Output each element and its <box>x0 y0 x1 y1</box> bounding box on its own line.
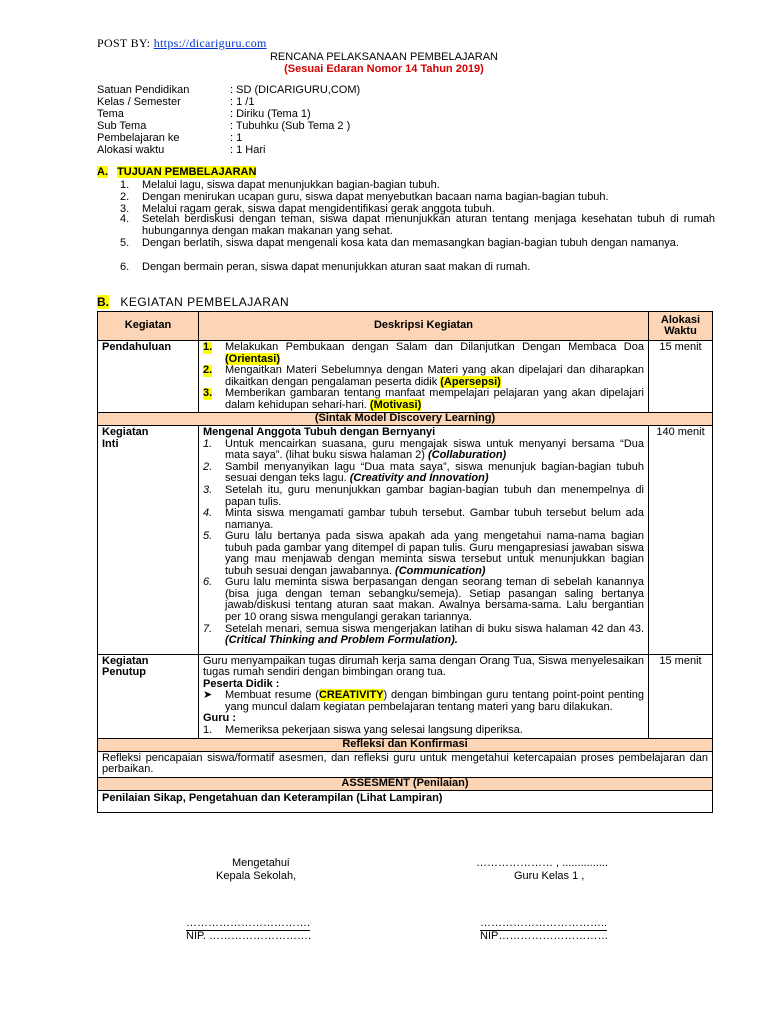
peserta-label: Peserta Didik : <box>203 677 280 690</box>
table-row-penutup <box>98 654 713 738</box>
item-num: 1. <box>203 437 213 450</box>
post-by-label: POST BY: <box>97 36 151 50</box>
document-subtitle: (Sesuai Edaran Nomor 14 Tahun 2019) <box>284 63 484 75</box>
row-description <box>199 654 649 738</box>
section-b-title: KEGIATAN PEMBELAJARAN <box>120 295 290 309</box>
list-item <box>203 624 644 647</box>
sign-left-nip: NIP. ………………………. <box>186 930 312 942</box>
item-num: 2. <box>203 364 213 377</box>
list-item <box>203 439 644 462</box>
item-text: Mengaitkan Materi Sebelumnya dengan Materi yang akan dipelajari dan diharapkan dikaitkan dengan pengalaman peserta didik <box>225 364 644 388</box>
sign-right-line1: ………………… , ............... <box>476 857 609 869</box>
item-num: 2. <box>203 460 213 473</box>
row-label-line: Kegiatan <box>102 426 149 439</box>
item-num: 1. <box>203 723 213 736</box>
post-by <box>97 37 267 50</box>
tujuan-text: Melalui ragam gerak, siswa dapat mengidentifikasi gerak anggota tubuh. <box>142 203 495 215</box>
table-row-inti <box>98 426 713 654</box>
info-value: : SD (DICARIGURU,COM) <box>230 84 361 96</box>
item-text: Untuk mencairkan suasana, guru mengajak siswa untuk menyanyi bersama “Dua mata saya”. (lihat buku siswa halaman 2) <box>225 437 644 462</box>
list-item <box>203 690 644 713</box>
table-band-refleksi <box>98 738 713 751</box>
tujuan-text: Dengan bermain peran, siswa dapat menunjukkan aturan saat makan di rumah. <box>142 261 531 273</box>
list-item <box>203 485 644 508</box>
list-item <box>203 725 644 737</box>
list-item <box>203 342 644 365</box>
item-num: 7. <box>203 622 213 635</box>
item-text: Guru lalu bertanya pada siswa apakah ada yang mengetahui nama-nama bagian tubuh pada gambar yang ditempel di papan tulis. Guru mengapresiasi jawaban siswa yang mau menjawab dengan meminta siswa tersebut untuk menunjukkan bagian tubuh sesuai dengan jawabannya. <box>225 530 644 577</box>
sign-right-name: …………………………….. <box>480 917 608 929</box>
item-text: Memberikan gambaran tentang manfaat mempelajari pelajaran yang akan dipelajari dalam kehidupan sehari-hari. <box>225 387 644 411</box>
sign-left-line1: Mengetahui <box>232 857 290 869</box>
item-tag: (Collaburation) <box>427 449 507 462</box>
sign-right-line2: Guru Kelas 1 , <box>514 870 585 882</box>
refleksi-text: Refleksi pencapaian siswa/formatif asesmen, dan refleksi guru untuk mengetahui ketercapaian proses pembelajaran dan perbaikan. <box>98 751 713 777</box>
sintak-label: (Sintak Model Discovery Learning) <box>98 413 713 426</box>
row-label-line: Penutup <box>102 666 146 679</box>
item-tag: CREATIVITY <box>318 689 384 702</box>
tujuan-num: 6. <box>120 261 130 273</box>
tujuan-num: 3. <box>120 203 130 215</box>
tujuan-text: Melalui lagu, siswa dapat menunjukkan bagian-bagian tubuh. <box>142 179 440 191</box>
row-time: 15 menit <box>649 341 713 413</box>
list-item <box>203 388 644 411</box>
guru-label: Guru : <box>203 712 236 725</box>
assesment-label: ASSESMENT (Penilaian) <box>98 777 713 790</box>
info-label: Sub Tema <box>97 120 147 132</box>
item-text: Minta siswa mengamati gambar tubuh tersebut. Gambar tubuh tersebut belum ada namanya. <box>225 507 644 531</box>
row-time: 15 menit <box>649 654 713 738</box>
info-label: Satuan Pendidikan <box>97 84 190 96</box>
item-num: 6. <box>203 576 213 589</box>
tujuan-num: 5. <box>120 237 130 249</box>
item-tag: (Critical Thinking and Problem Formulation). <box>225 634 458 647</box>
item-text: Setelah itu, guru menunjukkan gambar bagian-bagian tubuh dan menempelnya di papan tulis. <box>225 484 644 508</box>
section-b-heading <box>97 296 289 309</box>
sign-left-name: ……………………………. <box>186 917 311 929</box>
row-label-line: Inti <box>102 437 119 450</box>
info-label: Kelas / Semester <box>97 96 181 108</box>
inti-subheading: Mengenal Anggota Tubuh dengan Bernyanyi <box>203 426 436 439</box>
table-header-row <box>98 312 713 341</box>
penutup-intro: Guru menyampaikan tugas dirumah kerja sama dengan Orang Tua, Siswa menyelesaikan tugas rumah sendiri dengan bimbingan orang tua. <box>203 654 644 679</box>
item-text: Setelah menari, semua siswa mengerjakan latihan di buku siswa halaman 42 dan 43. <box>225 622 644 635</box>
sign-left-line2: Kepala Sekolah, <box>216 870 297 882</box>
tujuan-text: Dengan menirukan ucapan guru, siswa dapat menyebutkan bacaan nama bagian-bagian tubuh. <box>142 191 609 203</box>
table-band-assesment <box>98 777 713 790</box>
table-band-sintak <box>98 413 713 426</box>
item-num: 4. <box>203 507 213 520</box>
tujuan-num: 4. <box>120 213 130 225</box>
tujuan-text: Dengan berlatih, siswa dapat mengenali kosa kata dan memasangkan bagian-bagian tubuh dengan namanya. <box>142 237 679 249</box>
info-value: : 1 <box>230 132 243 144</box>
assesment-text: Penilaian Sikap, Pengetahuan dan Keterampilan (Lihat Lampiran) <box>98 790 713 813</box>
list-item <box>203 508 644 531</box>
col-deskripsi: Deskripsi Kegiatan <box>199 312 649 341</box>
info-label: Tema <box>97 108 124 120</box>
row-label-line: Kegiatan <box>102 654 149 667</box>
section-a-title: TUJUAN PEMBELAJARAN <box>117 166 257 178</box>
row-label <box>98 654 199 738</box>
item-tag: (Motivasi) <box>369 398 422 411</box>
item-text: Memeriksa pekerjaan siswa yang selesai langsung diperiksa. <box>225 723 523 736</box>
list-item <box>203 365 644 388</box>
list-item <box>203 577 644 623</box>
row-label <box>98 426 199 654</box>
sign-right-nip: NIP………………………… <box>480 930 609 942</box>
section-b-letter: B. <box>97 295 109 309</box>
info-value: : 1 Hari <box>230 144 266 156</box>
item-tag: (Creativity and Innovation) <box>349 472 489 485</box>
tujuan-num: 2. <box>120 191 130 203</box>
info-value: : Diriku (Tema 1) <box>230 108 311 120</box>
refleksi-label: Refleksi dan Konfirmasi <box>98 738 713 751</box>
row-time: 140 menit <box>649 426 713 654</box>
item-tag: (Apersepsi) <box>440 375 501 388</box>
list-item <box>203 462 644 485</box>
list-item <box>203 531 644 577</box>
item-tag: (Communication) <box>395 564 486 577</box>
col-kegiatan: Kegiatan <box>98 312 199 341</box>
info-row <box>97 145 497 157</box>
col-alokasi: Alokasi Waktu <box>649 312 713 341</box>
row-description <box>199 341 649 413</box>
item-num: 3. <box>203 484 213 497</box>
item-num: 3. <box>203 387 213 400</box>
row-label: Pendahuluan <box>98 341 199 413</box>
item-text: Membuat resume ( <box>225 689 319 702</box>
section-a-heading <box>97 167 256 179</box>
tujuan-text: Setelah berdiskusi dengan teman, siswa dapat menunjukkan aturan tentang menjaga kesehatan tubuh di rumah hubungannya dengan makan makanan yang sehat. <box>142 213 715 237</box>
item-text: ) dengan bimbingan guru tentang point-point penting yang muncul dalam kegiatan pembelajaran tentang materi yang baru dilakukan. <box>225 689 645 713</box>
table-row-assesment <box>98 790 713 813</box>
table-row-pendahuluan <box>98 341 713 413</box>
kegiatan-table <box>97 311 713 813</box>
item-num: 5. <box>203 530 213 543</box>
document-title: RENCANA PELAKSANAAN PEMBELAJARAN <box>269 51 499 63</box>
row-description <box>199 426 649 654</box>
arrow-bullet-icon: ➤ <box>203 689 213 702</box>
item-tag: (Orientasi) <box>225 352 281 365</box>
tujuan-num: 1. <box>120 179 130 191</box>
info-label: Alokasi waktu <box>97 144 165 156</box>
post-by-link[interactable]: https://dicariguru.com <box>153 36 267 50</box>
item-num: 1. <box>203 341 213 353</box>
item-text: Sambil menyanyikan lagu “Dua mata saya”, siswa menunjuk bagian-bagian tubuh sesuai dengan teks lagu. <box>225 460 644 485</box>
item-text: Melakukan Pembukaan dengan Salam dan Dilanjutkan Dengan Membaca Doa <box>225 341 644 353</box>
item-text: Guru lalu meminta siswa berpasangan dengan seorang teman di sebelah kanannya (bisa juga dengan teman sebangku/semeja). Setiap pasangan saling bertanya jawab/diskusi tentang aturan saat makan. Awalnya bersama-sama. Lalu bergantian per 10 orang siswa mengulangi gerakan tariannya. <box>225 576 644 624</box>
info-value: : Tubuhku (Sub Tema 2 ) <box>230 120 351 132</box>
table-row-refleksi <box>98 751 713 777</box>
info-value: : 1 /1 <box>230 96 255 108</box>
section-a-letter: A. <box>97 166 108 178</box>
info-label: Pembelajaran ke <box>97 132 180 144</box>
